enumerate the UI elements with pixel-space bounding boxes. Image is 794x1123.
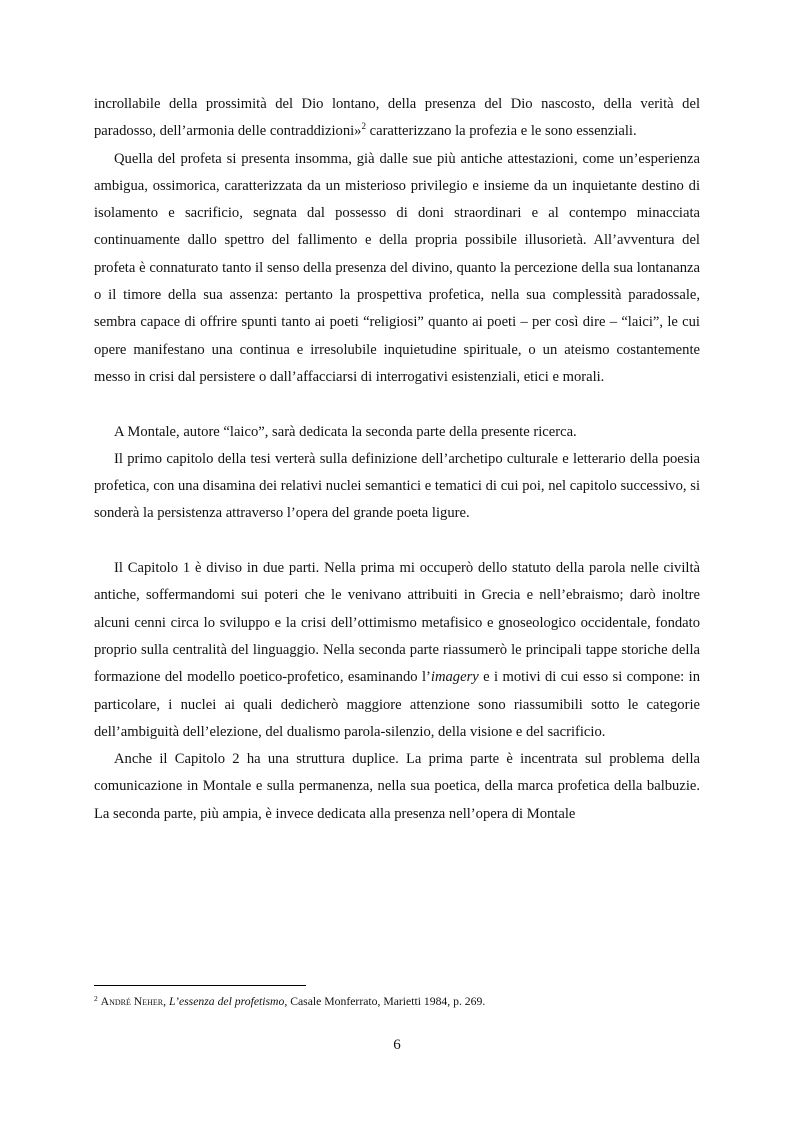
body-text	[94, 91, 700, 828]
footnote-separator	[94, 985, 306, 986]
paragraph-chapter-1	[94, 555, 700, 746]
footnote-publication: , Casale Monferrato, Marietti 1984, p. 269.	[284, 995, 486, 1008]
footnote-number: 2	[94, 994, 98, 1003]
imagery-term: imagery	[430, 669, 479, 686]
paragraph-first-chapter: Il primo capitolo della tesi verterà sulla definizione dell’archetipo culturale e letterario della poesia profetica, con una disamina dei relativi nuclei semantici e tematici di cui poi, nel capitolo successivo, si sonderà la persistenza attraverso l’opera del grande poeta ligure.	[94, 450, 700, 522]
paragraph-gap	[94, 391, 700, 418]
page-number: 6	[393, 1037, 401, 1053]
paragraph-1-tail: caratterizzano la profezia e le sono essenziali.	[365, 123, 637, 140]
paragraph-1-text: incrollabile della prossimità del Dio lontano, della presenza del Dio nascosto, della verità del paradosso, dell’armonia delle contraddizioni»	[94, 96, 700, 140]
paragraph-chapter-1-after: e i motivi di cui esso si compone: in particolare, i nuclei ai quali dedicherò maggiore attenzione sono riassumibili sotto le categorie dell’ambiguità dell’elezione, del dualismo parola-silenzio, della visione e del sacrificio.	[94, 669, 700, 740]
paragraph-montale-intro: A Montale, autore “laico”, sarà dedicata la seconda parte della presente ricerca.	[114, 423, 577, 440]
footnote	[94, 994, 700, 1009]
paragraph-gap	[94, 528, 700, 555]
paragraph-continuation	[94, 91, 700, 146]
footnote-title: L’essenza del profetismo	[168, 995, 285, 1008]
footnote-reference[interactable]: 2	[361, 121, 366, 132]
paragraph-chapter-1-before: Il Capitolo 1 è diviso in due parti. Nella prima mi occuperò dello statuto della parola nelle civiltà antiche, soffermandomi sui poteri che le venivano attribuiti in Grecia e nell’ebraismo; darò inoltre alcuni cenni circa lo sviluppo e la crisi dell’ottimismo metafisico e gnoseologico occidentale, fondato proprio sulla centralità del linguaggio. Nella seconda parte riassumerò le principali tappe storiche della formazione del modello poetico-profetico, esaminando l’	[94, 560, 700, 686]
footnote-separator-text: ,	[163, 995, 169, 1008]
paragraph-prophet-experience: Quella del profeta si presenta insomma, già dalle sue più antiche attestazioni, come un’esperienza ambigua, ossimorica, caratterizzata da un misterioso privilegio e insieme da un inquietante destino di isolamento e sacrificio, segnata dal possesso di doni straordinari e al contempo minacciata continuamente dallo spettro del fallimento e della propria possibile illusorietà. All’avventura del profeta è connaturato tanto il senso della presenza del divino, quanto la percezione della sua lontananza o il timore della sua assenza: pertanto la prospettiva profetica, nella sua complessità paradossale, sembra capace di offrire spunti tanto ai poeti “religiosi” quanto ai poeti – per così dire – “laici”, le cui opere manifestano una continua e irresolubile inquietudine spirituale, o un ateismo costantemente messo in crisi dal persistere o dall’affacciarsi di interrogativi esistenziali, etici e morali.	[94, 150, 700, 385]
paragraph-chapter-2: Anche il Capitolo 2 ha una struttura duplice. La prima parte è incentrata sul problema della comunicazione in Montale e sulla permanenza, nella sua poetica, della marca profetica della balbuzie. La seconda parte, più ampia, è invece dedicata alla presenza nell’opera di Montale	[94, 751, 700, 822]
footnote-author: André Neher	[100, 995, 164, 1008]
